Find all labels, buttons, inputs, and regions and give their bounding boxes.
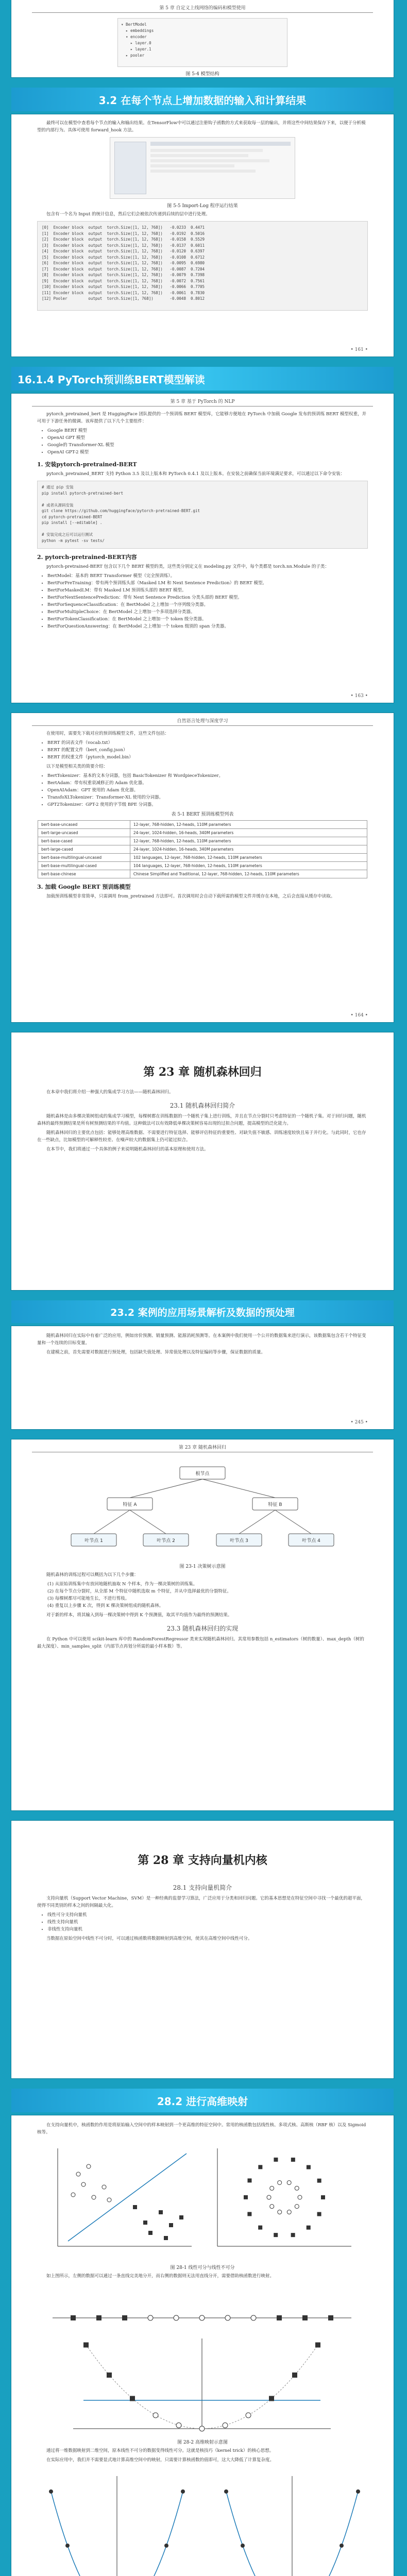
table-cell: 12-layer, 768-hidden, 12-heads, 110M parameters xyxy=(130,837,367,845)
section-banner xyxy=(11,1300,394,1323)
list-item: (4) 重复以上步骤 K 次，得到 K 棵决策树组成的随机森林。 xyxy=(47,1603,164,1608)
data-point xyxy=(92,2195,96,2199)
table-caption: 表 5-1 BERT 预训练模型列表 xyxy=(171,812,234,817)
paragraph: 在使用时，需要先下载对应的预训练模型文件，这些文件包括： xyxy=(46,731,169,736)
page-2 xyxy=(11,114,394,357)
bullet-list xyxy=(47,739,368,761)
banner-title: 23.2 案例的应用场景解析及数据的预处理 xyxy=(110,1307,295,1318)
tree-node-label: 叶节点 2 xyxy=(157,1538,175,1544)
step-list xyxy=(47,1581,368,1609)
tree-item[interactable]: ▸ embeddings xyxy=(121,28,154,33)
list-item: • 非线性支持向量机 xyxy=(47,1926,368,1933)
data-point xyxy=(278,2210,282,2214)
mapped-point xyxy=(357,2490,360,2494)
mapped-point xyxy=(292,2372,297,2378)
list-item: • 线性支持向量机 xyxy=(47,1919,368,1926)
data-point xyxy=(87,2164,91,2168)
list-item: (1) 从原始训练集中有放回地随机抽取 N 个样本，作为一棵决策树的训练集。 xyxy=(47,1582,198,1587)
tree-item[interactable]: ▾ BertModel xyxy=(121,22,147,27)
code-line: [4] Encoder block output torch.Size([1, 12, 768]) -0.0120 0.6397 xyxy=(42,249,205,253)
list-item: • BERT 的词表文件（vocab.txt） xyxy=(47,739,368,747)
data-point xyxy=(321,2195,325,2199)
mapped-point xyxy=(176,2423,181,2428)
tree-item[interactable]: ▾ encoder xyxy=(121,35,147,39)
data-point xyxy=(76,2172,80,2176)
bullet-list xyxy=(47,772,368,808)
list-item: (3) 每棵树都尽可能地生长，不进行剪枝。 xyxy=(47,1596,130,1601)
mapped-point xyxy=(225,2490,228,2494)
data-point xyxy=(71,2315,76,2320)
paragraph: 在实际应用中，我们并不需要显式地计算高维空间中的映射，只需要计算核函数的值即可，这大大降低了计算复杂度。 xyxy=(46,2458,275,2463)
data-point xyxy=(274,2158,278,2162)
linear-separability-figure xyxy=(11,2138,394,2262)
section-heading: 3. 加载 Google BERT 预训练模型 xyxy=(37,884,131,890)
table-row xyxy=(38,829,367,837)
paragraph: pytorch_pretrained_bert 是 HuggingFace 团队提供的一个预训练 BERT 模型库，它能够方便地在 PyTorch 中加载 Google 发布的预训练 BERT 模型权重，并可用于下游任务的微调。该库提供了以下几个主要组件： xyxy=(37,412,366,424)
page-number: • 164 • xyxy=(350,1013,368,1018)
data-point xyxy=(251,2315,256,2320)
list-item: • BertForMultipleChoice：在 BertModel 之上增加一个多项选择分类器。 xyxy=(47,608,368,616)
list-item: • 线性可分支持向量机 xyxy=(47,1911,368,1919)
paragraph: 随机森林是由多棵决策树组成的集成学习模型，每棵树都在训练数据的一个随机子集上进行训练，并且在节点分裂时只考虑特征的一个随机子集。对于回归问题，随机森林的最终预测结果是所有树预测结果的平均值。这种做法可以有效降低单棵决策树容易出现的过拟合问题，提高模型的泛化能力。 xyxy=(37,1114,366,1126)
paragraph: 如上图所示，左侧的数据可以通过一条直线完美地分开，而右侧的数据则无法用直线分开，需要借助核函数进行映射。 xyxy=(46,2274,275,2279)
table-cell: bert-base-uncased xyxy=(38,821,130,829)
figure-caption: 图 5-4 模型结构 xyxy=(185,72,219,77)
data-point xyxy=(71,2193,75,2197)
table-cell: bert-base-chinese xyxy=(38,870,130,878)
section-banner xyxy=(11,88,394,111)
page-7 xyxy=(11,1439,394,1810)
list-item: • GPT2Tokenizer：GPT-2 使用的字节级 BPE 分词器。 xyxy=(47,801,368,808)
list-item: • BERT 的权重文件（pytorch_model.bin） xyxy=(47,754,368,761)
data-point xyxy=(287,2180,291,2184)
chapter-title: 第 23 章 随机森林回归 xyxy=(143,1065,262,1079)
figure-caption: 图 23-1 决策树示意图 xyxy=(179,1564,226,1569)
subsection-title: 28.1 支持向量机简介 xyxy=(173,1884,232,1891)
page-9 xyxy=(11,2115,394,2576)
table-row xyxy=(38,862,367,870)
data-point xyxy=(107,2198,111,2202)
tree-item[interactable]: ▸ pooler xyxy=(121,53,145,58)
data-point xyxy=(247,2212,251,2216)
code-line: [1] Encoder block output torch.Size([1, 12, 768]) -0.0192 0.5016 xyxy=(42,231,205,236)
code-line: python -m pytest -sv tests/ xyxy=(42,538,105,543)
code-line: [11] Encoder block output torch.Size([1, 12, 768]) -0.0061 0.7830 xyxy=(42,290,205,295)
mapped-point xyxy=(83,2343,89,2348)
tree-node-label: 叶节点 1 xyxy=(84,1538,103,1544)
banner-title: 16.1.4 PyTorch预训练BERT模型解读 xyxy=(18,373,205,386)
code-line xyxy=(42,496,363,502)
data-point xyxy=(148,2231,152,2235)
mapped-point xyxy=(165,2544,168,2548)
data-point xyxy=(267,2195,271,2199)
list-item: • BertTokenizer：基本的文本分词器，包括 BasicTokenizer 和 WordpieceTokenizer。 xyxy=(47,772,368,779)
tree-edge xyxy=(202,1479,275,1498)
data-point xyxy=(302,2315,308,2320)
tree-edge xyxy=(275,1510,311,1534)
data-point xyxy=(169,2223,173,2227)
section-heading: 1. 安装pytorch-pretrained-BERT xyxy=(37,461,137,468)
table-cell: bert-base-cased xyxy=(38,837,130,845)
mapped-point xyxy=(269,2396,274,2401)
list-item: • TransfoXLTokenizer：Transformer-XL 使用的分词器。 xyxy=(47,794,368,801)
list-item: • BertForSequenceClassification：在 BertModel 之上增加一个序列级分类器。 xyxy=(47,601,368,608)
mapped-point xyxy=(223,2423,228,2428)
high-dim-mapping-figure xyxy=(11,2282,394,2436)
list-item: • BertForTokenClassification：在 BertModel 之上增加一个 token 级分类器。 xyxy=(47,616,368,623)
code-block xyxy=(37,481,368,549)
list-item: • BertForQuestionAnswering：在 BertModel 之上增加一个 token 级别的 span 分类器。 xyxy=(47,623,368,630)
tree-edge xyxy=(130,1479,202,1498)
table-cell: bert-base-multilingual-uncased xyxy=(38,854,130,862)
code-line: [12] Pooler output torch.Size([1, 768]) -0.0048 0.8012 xyxy=(42,296,205,301)
paragraph: 在支持向量机中，核函数的作用是将原始输入空间中的样本映射到一个更高维的特征空间中。常用的核函数包括线性核、多项式核、高斯核（RBF 核）以及 Sigmoid 核等。 xyxy=(37,2123,366,2135)
separating-line xyxy=(68,2154,186,2241)
data-point xyxy=(247,2178,251,2182)
list-item: • BertModel：基本的 BERT Transformer 模型（完全预训练）。 xyxy=(47,572,368,580)
paragraph: 随机森林的训练过程可以概括为以下几个步骤： xyxy=(46,1572,139,1578)
page-4 xyxy=(11,713,394,1022)
banner-title: 28.2 进行高维映射 xyxy=(157,2095,248,2108)
code-line: [10] Encoder block output torch.Size([1, 12, 768]) -0.0066 0.7705 xyxy=(42,284,205,289)
tree-item[interactable]: ▸ layer.0 xyxy=(121,41,151,45)
tree-node-label: 特征 A xyxy=(123,1502,137,1507)
mapped-point xyxy=(49,2490,53,2494)
code-output-block xyxy=(37,221,368,311)
list-item: • BertAdam：带有权重衰减修正的 Adam 优化器。 xyxy=(47,779,368,787)
table-row xyxy=(38,821,367,829)
code-line: [5] Encoder block output torch.Size([1, 12, 768]) -0.0108 0.6712 xyxy=(42,255,205,260)
paragraph: 当数据在原始空间中线性不可分时，可以通过核函数将数据映射到高维空间，使其在高维空间中线性可分。 xyxy=(46,1936,252,1941)
data-point xyxy=(174,2315,179,2320)
table-cell: 104 languages, 12-layer, 768-hidden, 12-heads, 110M parameters xyxy=(130,862,367,870)
tree-edge xyxy=(94,1510,130,1534)
page-header: 自然语言处理与深度学习 xyxy=(32,713,373,726)
page-6 xyxy=(11,1326,394,1429)
table-row xyxy=(38,870,367,878)
paragraph: pytorch_pretrained_BERT 支持 Python 3.5 及以上版本和 PyTorch 0.4.1 及以上版本。在安装之前确保当前环境满足要求，可以通过以下命令安装： xyxy=(46,471,345,477)
model-table xyxy=(38,820,367,878)
program-output-screenshot xyxy=(110,137,295,199)
code-line: # 或者从源码安装 xyxy=(42,502,74,507)
table-cell: bert-base-multilingual-cased xyxy=(38,862,130,870)
data-point xyxy=(287,2210,291,2214)
code-line: pip install [--editable] . xyxy=(42,520,103,525)
data-point xyxy=(133,2205,137,2209)
data-point xyxy=(307,2165,311,2169)
data-point xyxy=(179,2215,183,2219)
code-line: [3] Encoder block output torch.Size([1, 12, 768]) -0.0137 0.6011 xyxy=(42,243,205,248)
mapped-point xyxy=(199,2426,205,2431)
paragraph: 通过将一维数据映射到二维空间，原本线性不可分的数据变得线性可分。这就是核技巧（kernel trick）的核心思想。 xyxy=(46,2448,274,2453)
data-point xyxy=(295,2186,299,2190)
decision-tree-diagram xyxy=(11,1458,394,1561)
paragraph: 加载预训练模型非常简单，只需调用 from_pretrained 方法即可。首次调用时会自动下载所需的模型文件并缓存在本地，之后会直接从缓存中读取。 xyxy=(46,894,335,899)
figure-caption: 图 28-1 线性可分与线性不可分 xyxy=(170,2265,235,2270)
code-line: [7] Encoder block output torch.Size([1, 12, 768]) -0.0087 0.7204 xyxy=(42,266,205,272)
mapped-point xyxy=(66,2544,70,2548)
data-point xyxy=(148,2315,153,2320)
data-point xyxy=(317,2212,321,2216)
data-point xyxy=(81,2182,86,2187)
banner-title: 3.2 在每个节点上增加数据的输入和计算结果 xyxy=(98,94,307,107)
list-item: • BertForNextSentencePrediction：带有 Next Sentence Prediction 分类头部的 BERT 模型。 xyxy=(47,594,368,601)
table-row xyxy=(38,837,367,845)
mapped-point xyxy=(315,2343,320,2348)
bullet-list xyxy=(47,427,368,456)
data-point xyxy=(270,2205,274,2209)
list-item: • BertForPreTraining：带有两个预训练头部（Masked LM 和 Next Sentence Prediction）的 BERT 模型。 xyxy=(47,580,368,587)
table-cell: 24-layer, 1024-hidden, 16-heads, 340M parameters xyxy=(130,845,367,854)
paragraph: 在建模之前，首先需要对数据进行预处理，包括缺失值处理、异常值处理以及特征编码等步骤，保证数据的质量。 xyxy=(46,1350,266,1355)
tree-list xyxy=(121,22,284,59)
data-point xyxy=(307,2226,311,2230)
paragraph: 在本章中我们将介绍一种强大的集成学习方法——随机森林回归。 xyxy=(46,1090,174,1095)
tree-edge xyxy=(130,1510,166,1534)
paragraph: 支持向量机（Support Vector Machine，SVM）是一种经典的监督学习算法，广泛应用于分类和回归问题。它的基本思想是在特征空间中寻找一个最优的超平面，使得不同类别的样本之间的间隔最大化。 xyxy=(37,1896,365,1908)
chapter-title: 第 28 章 支持向量机内核 xyxy=(138,1854,267,1867)
code-line: [0] Encoder block output torch.Size([1, 12, 768]) -0.0233 0.4471 xyxy=(42,225,205,230)
mapped-point xyxy=(130,2396,135,2401)
table-cell: bert-large-cased xyxy=(38,845,130,854)
figure-caption: 图 5-5 Import-Log 程序运行结果 xyxy=(167,204,238,209)
paragraph: 随机森林回归的主要优点包括：能够处理高维数据、不需要进行特征选择、能够评估特征的重要性、对缺失值不敏感、训练速度较快且易于并行化。与此同时，它也存在一些缺点，比如模型的可解释性较差、在噪声较大的数据集上仍可能过拟合。 xyxy=(37,1130,366,1143)
data-point xyxy=(258,2226,262,2230)
mapped-point xyxy=(241,2544,245,2548)
data-point xyxy=(270,2186,274,2190)
mapped-point xyxy=(246,2413,251,2418)
paragraph: 包含有一个名为 Input 的统计信息，然后它们会被依次传递到后续的层中进行处理。 xyxy=(46,212,210,217)
data-point xyxy=(258,2165,262,2169)
data-point xyxy=(328,2315,333,2320)
page-8 xyxy=(11,1821,394,2078)
code-line: cd pytorch-pretrained-BERT xyxy=(42,514,103,519)
paragraph: 在 Python 中可以使用 scikit-learn 库中的 RandomForestRegressor 类来实现随机森林回归。其常用参数包括 n_estimators（树的数量）、max_depth（树的最大深度）、min_samples_split（内部节点再划分所需的最小样本数）等。 xyxy=(37,1637,364,1649)
page-number: • 163 • xyxy=(350,693,368,699)
page-number: • 245 • xyxy=(350,1420,368,1425)
page-header: 第 23 章 随机森林回归 xyxy=(32,1439,373,1452)
bullet-list xyxy=(47,1911,368,1933)
list-item: • OpenAI GPT-2 模型 xyxy=(47,449,368,456)
tree-node-label: 根节点 xyxy=(195,1471,210,1477)
data-point xyxy=(96,2315,101,2320)
list-item: • BERT 的配置文件（bert_config.json） xyxy=(47,747,368,754)
section-heading: 2. pytorch-pretrained-BERT内容 xyxy=(37,554,137,561)
data-point xyxy=(291,2158,295,2162)
page-3 xyxy=(11,394,394,703)
table-row xyxy=(38,854,367,862)
table-cell: bert-large-uncased xyxy=(38,829,130,837)
table-row xyxy=(38,845,367,854)
data-point xyxy=(278,2180,282,2184)
figure-caption: 图 28-2 高维映射示意图 xyxy=(177,2440,228,2445)
page-5 xyxy=(11,1032,394,1290)
list-item: (2) 在每个节点分裂时，从全部 M 个特征中随机选取 m 个特征，并从中选择最优的分裂特征。 xyxy=(47,1589,231,1594)
data-point xyxy=(199,2315,205,2320)
mapped-point xyxy=(340,2544,344,2548)
model-tree-screenshot xyxy=(117,18,287,67)
code-line: [2] Encoder block output torch.Size([1, 12, 768]) -0.0158 0.5529 xyxy=(42,237,205,242)
code-line: [8] Encoder block output torch.Size([1, 12, 768]) -0.0079 0.7398 xyxy=(42,273,205,277)
code-line: [6] Encoder block output torch.Size([1, 12, 768]) -0.0095 0.6980 xyxy=(42,261,205,265)
list-item: • OpenAI GPT 模型 xyxy=(47,434,368,442)
code-line xyxy=(42,526,363,532)
list-item: • OpenAIAdam：GPT 使用的 Adam 优化器。 xyxy=(47,787,368,794)
tree-node-label: 特征 B xyxy=(268,1502,282,1507)
tree-edge xyxy=(239,1510,275,1534)
table-cell: 24-layer, 1024-hidden, 16-heads, 340M parameters xyxy=(130,829,367,837)
paragraph: 随机森林回归在实际中有着广泛的应用，例如房价预测、销量预测、能源消耗预测等。在本案例中我们使用一个公开的数据集来进行演示，该数据集包含若干个特征变量和一个连续的目标变量。 xyxy=(37,1333,366,1346)
list-item: • BertForMaskedLM：带有 Masked LM 预训练头部的 BERT 模型。 xyxy=(47,587,368,594)
page-fragment-1 xyxy=(11,0,394,77)
subsection-title: 23.1 随机森林回归简介 xyxy=(169,1102,235,1109)
table-cell: 102 languages, 12-layer, 768-hidden, 12-heads, 110M parameters xyxy=(130,854,367,862)
data-point xyxy=(164,2236,168,2240)
table-cell: Chinese Simplified and Traditional, 12-layer, 768-hidden, 12-heads, 110M parameters xyxy=(130,870,367,878)
paragraph: 以下是模型相关类的简要介绍： xyxy=(46,764,108,769)
subsection-title: 23.3 随机森林回归的实现 xyxy=(166,1625,239,1632)
page-header: 第 5 章 自定义上线网络的编码和模型使用 xyxy=(32,0,373,13)
mapped-point xyxy=(181,2490,185,2494)
data-point xyxy=(102,2185,106,2189)
data-point xyxy=(298,2195,302,2199)
list-item: • Google的 Transformer-XL 模型 xyxy=(47,442,368,449)
data-point xyxy=(122,2315,127,2320)
section-banner xyxy=(11,2089,394,2112)
page-header: 第 5 章 基于 PyTorch 的 NLP xyxy=(32,394,373,406)
data-point xyxy=(291,2233,295,2237)
kernel-mapping-figure xyxy=(11,2466,394,2576)
data-point xyxy=(274,2233,278,2237)
data-point xyxy=(159,2210,163,2214)
paragraph: pytorch-pretrained-BERT 包含以下几个 BERT 模型的类，这些类分别定义在 modeling.py 文件中，每个类都是 torch.nn.Module 的子类： xyxy=(46,564,329,569)
tree-node-label: 叶节点 3 xyxy=(230,1538,248,1544)
code-line: git clone https://github.com/huggingface/pytorch-pretrained-BERT.git xyxy=(42,509,200,513)
section-banner xyxy=(11,367,394,391)
paragraph: 对于新的样本，将其输入到每一棵决策树中得到 K 个预测值，取其平均值作为最终的预测结果。 xyxy=(46,1613,232,1618)
data-point xyxy=(143,2221,147,2225)
mapped-point xyxy=(153,2413,158,2418)
data-point xyxy=(317,2179,321,2183)
code-line: pip install pytorch-pretrained-bert xyxy=(42,490,124,496)
data-point xyxy=(295,2205,299,2209)
data-point xyxy=(225,2315,230,2320)
mapped-point xyxy=(107,2372,112,2378)
paragraph: 最终可以在模型中查看每个节点的输入和输出结果。在TensorFlow中可以通过注册钩子函数的方式来获取每一层的输出，并将这些中间结果保存下来，以便于分析模型的内部行为。具体可使用 forward_hook 方法。 xyxy=(37,121,366,133)
code-line: # 通过 pip 安装 xyxy=(42,485,74,489)
code-line: # 安装完成之后可以运行测试 xyxy=(42,532,93,537)
table-cell: 12-layer, 768-hidden, 12-heads, 110M parameters xyxy=(130,821,367,829)
paragraph: 在本节中，我们将通过一个具体的例子来说明随机森林回归的基本原理和使用方法。 xyxy=(46,1147,209,1152)
data-point xyxy=(244,2195,248,2199)
bullet-list xyxy=(47,572,368,630)
tree-node-label: 叶节点 4 xyxy=(302,1538,320,1544)
data-point xyxy=(277,2315,282,2320)
page-number: • 161 • xyxy=(350,347,368,352)
code-line: [9] Encoder block output torch.Size([1, 12, 768]) -0.0072 0.7561 xyxy=(42,278,205,283)
tree-item[interactable]: ▸ layer.1 xyxy=(121,47,151,52)
list-item: • Google BERT 模型 xyxy=(47,427,368,434)
